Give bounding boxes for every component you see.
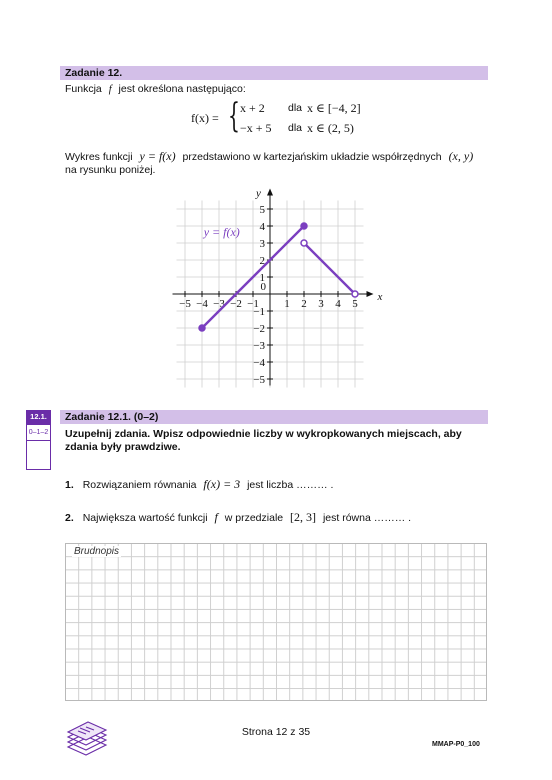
- task-12-intro: [65, 83, 246, 96]
- x-tick-label: 4: [335, 298, 341, 310]
- item-2-math: f: [214, 510, 218, 524]
- graph-coords: (x, y): [448, 149, 474, 163]
- function-graph: [160, 180, 390, 390]
- origin-label: 0: [260, 281, 266, 293]
- y-tick-label: 1: [259, 272, 265, 284]
- task-badge: 12.1.: [26, 410, 51, 424]
- x-tick-label: −2: [230, 298, 242, 310]
- x-tick-label: −5: [179, 298, 191, 310]
- x-axis-arrow: [367, 291, 374, 297]
- graph-text-1: Wykres funkcji: [65, 151, 133, 163]
- x-tick-label: 5: [352, 298, 358, 310]
- item-2-blank[interactable]: jest równa ……… .: [322, 512, 412, 524]
- item-1-math: f(x) = 3: [203, 477, 241, 491]
- y-axis-arrow: [267, 189, 273, 196]
- case-2-dla: dla: [288, 122, 303, 134]
- x-tick-label: 3: [318, 298, 324, 310]
- graph-eq: y = f(x): [139, 149, 176, 163]
- item-2-math2: [2, 3]: [290, 510, 317, 524]
- item-2-text: Największa wartość funkcji: [82, 512, 208, 524]
- item-2-text-mid: w przedziale: [224, 512, 284, 524]
- intro-text: Funkcja: [65, 83, 102, 95]
- closed-endpoint: [199, 325, 205, 331]
- x-tick-label: −3: [213, 298, 225, 310]
- intro-text-2: jest określona następująco:: [118, 83, 246, 95]
- task-12-heading: Zadanie 12.: [60, 66, 488, 80]
- x-tick-label: 1: [284, 298, 290, 310]
- y-axis-label: y: [256, 187, 261, 200]
- task-instruction: Uzupełnij zdania. Wpisz odpowiednie liczby w wykropkowanych miejscach, aby zdania były prawdziwe.: [65, 428, 462, 453]
- item-1: [65, 478, 333, 492]
- case-1-dla: dla: [288, 102, 303, 114]
- open-endpoint: [301, 240, 307, 246]
- y-tick-label: 5: [259, 204, 265, 216]
- draft-area[interactable]: [65, 543, 487, 701]
- y-tick-label: 3: [259, 238, 265, 250]
- item-1-num: 1.: [65, 479, 74, 491]
- score-box: [26, 424, 51, 470]
- x-tick-label: 2: [301, 298, 307, 310]
- item-2-num: 2.: [65, 512, 74, 524]
- closed-endpoint: [301, 223, 307, 229]
- task-12-1-heading: Zadanie 12.1. (0–2): [60, 410, 488, 424]
- x-tick-label: −1: [247, 298, 259, 310]
- case-1-expr: x + 2: [240, 101, 265, 115]
- series-label: y = f(x): [203, 225, 240, 240]
- y-tick-label: −3: [253, 340, 265, 352]
- y-tick-label: −2: [253, 323, 265, 335]
- page-number: Strona 12 z 35: [241, 726, 311, 738]
- y-tick-label: 4: [259, 221, 265, 233]
- case-2-cond: x ∈ (2, 5): [307, 121, 354, 135]
- case-1-cond: x ∈ [−4, 2]: [307, 101, 361, 115]
- x-axis-label: x: [377, 291, 383, 303]
- y-tick-label: −4: [253, 357, 265, 369]
- x-tick-label: −4: [196, 298, 208, 310]
- series-segment-2: [304, 243, 355, 294]
- brace: {: [228, 96, 240, 136]
- intro-var: f: [108, 84, 112, 95]
- def-lhs: f(x) =: [191, 111, 219, 125]
- points-range: 0–1–2: [27, 425, 50, 441]
- item-2: [65, 511, 411, 525]
- stacked-papers-icon: [64, 719, 110, 759]
- graph-intro-line1: [65, 150, 473, 164]
- graph-text-3: na rysunku poniżej.: [65, 164, 156, 176]
- draft-label: Brudnopis: [74, 546, 120, 557]
- document-code: MMAP-P0_100: [432, 741, 480, 748]
- graph-text-2: przedstawiono w kartezjańskim układzie współrzędnych: [182, 151, 442, 163]
- open-endpoint: [352, 291, 358, 297]
- item-1-blank[interactable]: jest liczba ……… .: [247, 479, 334, 491]
- y-tick-label: −1: [253, 306, 265, 318]
- item-1-text: Rozwiązaniem równania: [82, 479, 197, 491]
- y-tick-label: 2: [259, 255, 265, 267]
- case-2-expr: −x + 5: [240, 121, 272, 135]
- y-tick-label: −5: [253, 374, 265, 386]
